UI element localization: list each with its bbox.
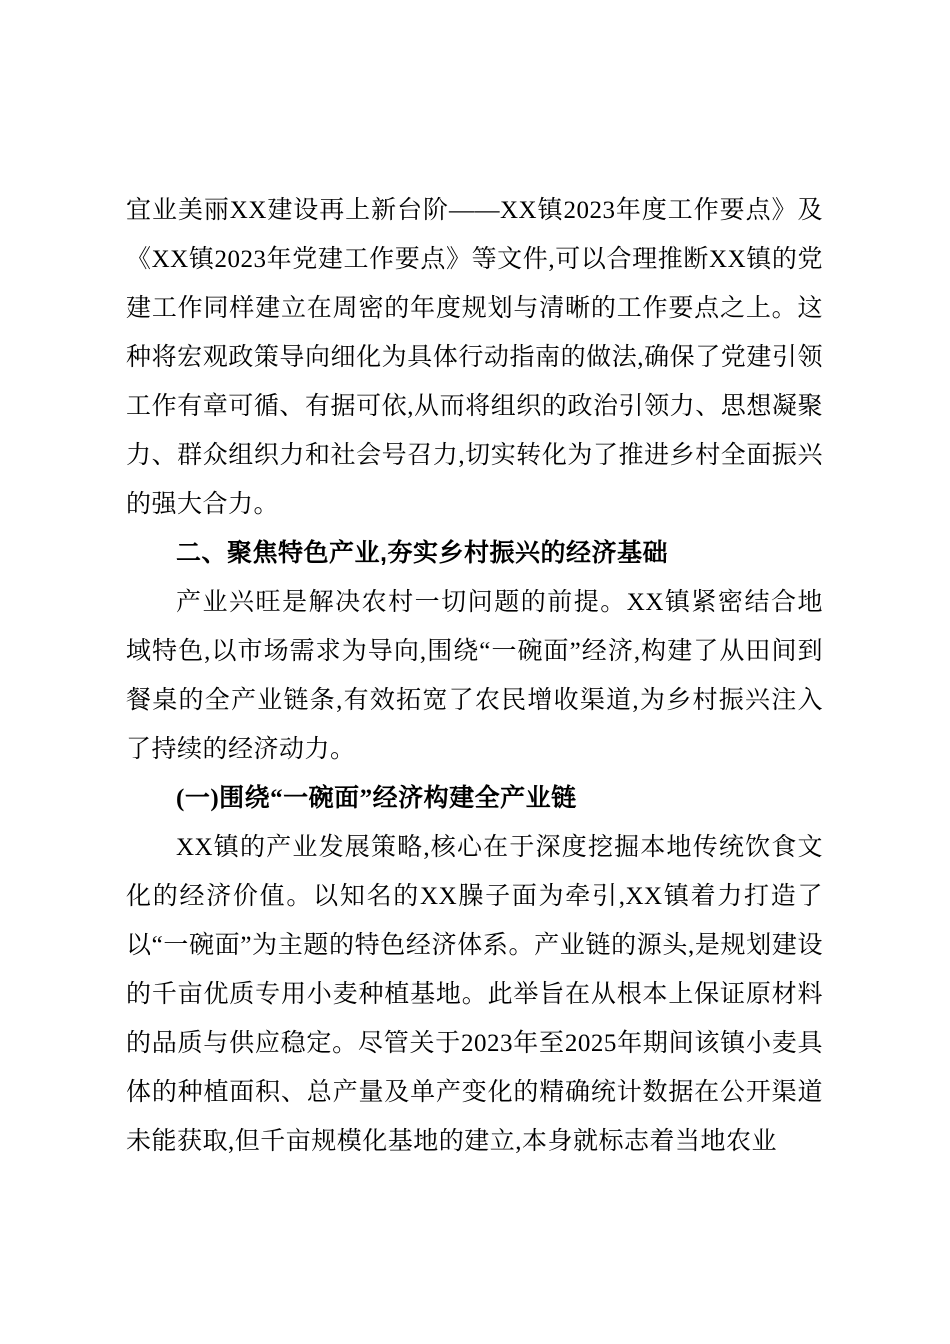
document-body	[126, 186, 823, 1166]
paragraph-continuation: 宜业美丽XX建设再上新台阶——XX镇2023年度工作要点》及《XX镇2023年党建工作要点》等文件,可以合理推断XX镇的党建工作同样建立在周密的年度规划与清晰的工作要点之上。这种将宏观政策导向细化为具体行动指南的做法,确保了党建引领工作有章可循、有据可依,从而将组织的政治引领力、思想凝聚力、群众组织力和社会号召力,切实转化为了推进乡村全面振兴的强大合力。	[126, 197, 824, 518]
subsection-heading: (一)围绕“一碗面”经济构建全产业链	[176, 785, 577, 812]
paragraph: 产业兴旺是解决农村一切问题的前提。XX镇紧密结合地域特色,以市场需求为导向,围绕“一碗面”经济,构建了从田间到餐桌的全产业链条,有效拓宽了农民增收渠道,为乡村振兴注入了持续的经济动力。	[126, 589, 823, 763]
section-heading: 二、聚焦特色产业,夯实乡村振兴的经济基础	[176, 539, 668, 567]
paragraph: XX镇的产业发展策略,核心在于深度挖掘本地传统饮食文化的经济价值。以知名的XX臊子面为牵引,XX镇着力打造了以“一碗面”为主题的特色经济体系。产业链的源头,是规划建设的千亩优质专用小麦种植基地。此举旨在从根本上保证原材料的品质与供应稳定。尽管关于2023年至2025年期间该镇小麦具体的种植面积、总产量及单产变化的精确统计数据在公开渠道未能获取,但千亩规模化基地的建立,本身就标志着当地农业	[126, 834, 823, 1155]
